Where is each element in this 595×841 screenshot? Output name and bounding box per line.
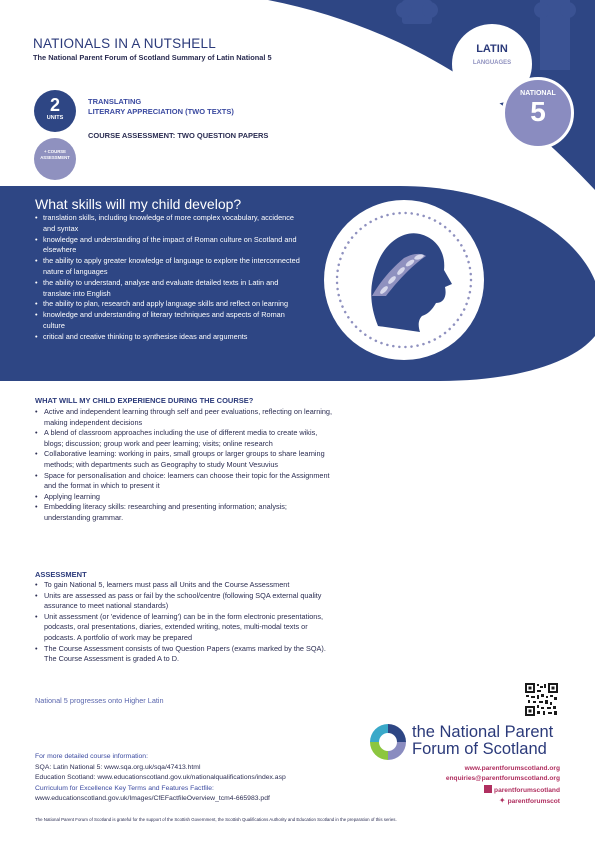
twitter-handle: parentforumscot [507,798,560,806]
qr-code [525,683,558,716]
facebook-handle: parentforumscotland [494,786,560,794]
list-item: • Collaborative learning: working in pairs, small groups or larger groups to share learning methods; with departments such as Geography to study Mount Vesuvius [35,449,335,470]
unit-2-title: LITERARY APPRECIATION (TWO TEXTS) [88,107,234,116]
list-item: • Active and independent learning through self and peer evaluations, reflecting on learning, making independent decisions [35,407,335,428]
sqa-link[interactable]: SQA: Latin National 5: www.sqa.org.uk/sqa/47413.html [35,763,201,771]
list-item: • critical and creative thinking to synthesise ideas and arguments [35,332,305,343]
list-item: • To gain National 5, learners must pass all Units and the Course Assessment [35,580,335,591]
category-label: LANGUAGES [472,60,512,66]
list-item: • the ability to apply greater knowledge of language to explore the interconnected nature of languages [35,256,305,278]
assessment-list [35,580,335,665]
list-item: • Units are assessed as pass or fail by the school/centre (following SQA external quality assurance to meet national standards) [35,591,335,612]
info-heading: For more detailed course information: [35,753,148,760]
course-info [35,752,286,805]
education-scotland-link[interactable]: Education Scotland: www.educationscotland.gov.uk/nationalqualifications/index.asp [35,774,286,782]
footnote: The National Parent Forum of Scotland is grateful for the support of the Scottish Government, the Scottish Qualifications Authority and Education Scotland in the preparation of this series. [35,817,397,822]
email-link[interactable]: enquiries@parentforumscotland.org [445,775,560,783]
units-badge [34,90,76,132]
progression-note: National 5 progresses onto Higher Latin [35,696,164,705]
facebook-link[interactable] [420,785,560,796]
list-item: • Space for personalisation and choice: learners can choose their topic for the Assignment and the format in which to present it [35,471,335,492]
twitter-icon: ✦ [498,796,506,806]
list-item: • A blend of classroom approaches including the use of different media to create wikis, blogs; discussion; group work and peer learning; visits; online research [35,428,335,449]
experience-heading: WHAT WILL MY CHILD EXPERIENCE DURING THE COURSE? [35,396,254,405]
twitter-link[interactable] [420,796,560,807]
experience-list [35,407,335,524]
npf-logo-text [412,724,553,758]
facebook-icon [484,785,492,793]
level-badge [502,77,574,149]
units-number: 2 [49,95,60,115]
list-item: • knowledge and understanding of the impact of Roman culture on Scotland and elsewhere [35,235,305,257]
list-item: • the ability to plan, research and apply language skills and reflect on learning [35,299,305,310]
level-number: 5 [530,96,546,127]
subject-label: LATIN [476,43,508,55]
list-item: • The Course Assessment consists of two Question Papers (exams marked by the SQA). The Course Assessment is graded A to D. [35,644,335,665]
assessment-heading: ASSESSMENT [35,570,87,579]
course-assessment-badge: + COURSE ASSESSMENT [34,138,76,180]
level-label: NATIONAL [520,90,556,97]
list-item: • the ability to understand, analyse and evaluate detailed texts in Latin and translate into English [35,278,305,300]
list-item: • knowledge and understanding of literary techniques and aspects of Roman culture [35,310,305,332]
org-name-line-1: the National Parent [412,723,554,741]
units-label: UNITS [46,115,64,121]
cfe-label: Curriculum for Excellence Key Terms and Features Factfile: [35,784,214,792]
list-item: • Applying learning [35,492,335,503]
npf-logo-icon [369,723,407,761]
list-item: • translation skills, including knowledge of more complex vocabulary, accidence and syntax [35,213,305,235]
page-title: NATIONALS IN A NUTSHELL [33,36,216,51]
unit-1-title: TRANSLATING [88,97,142,106]
page-subtitle: The National Parent Forum of Scotland Summary of Latin National 5 [33,53,272,62]
list-item: • Unit assessment (or 'evidence of learning') can be in the form electronic presentations, podcasts, oral presentations, diaries, extended writing, notes, multi-modal texts or podcasts. A portfolio of work may be prepared [35,612,335,644]
org-contact [420,764,560,808]
course-assessment-line: COURSE ASSESSMENT: TWO QUESTION PAPERS [88,131,269,140]
cfe-link[interactable]: www.educationscotland.gov.uk/Images/CfEFactfileOverview_tcm4-665983.pdf [35,795,270,803]
roman-head-medallion [324,200,484,360]
org-name-line-2: Forum of Scotland [412,740,547,758]
list-item: • Embedding literacy skills: researching and presenting information; analysis; understanding grammar. [35,502,335,523]
website-link[interactable]: www.parentforumscotland.org [464,765,560,772]
unit-titles [88,97,234,117]
skills-list [35,213,305,343]
skills-heading: What skills will my child develop? [35,196,242,212]
